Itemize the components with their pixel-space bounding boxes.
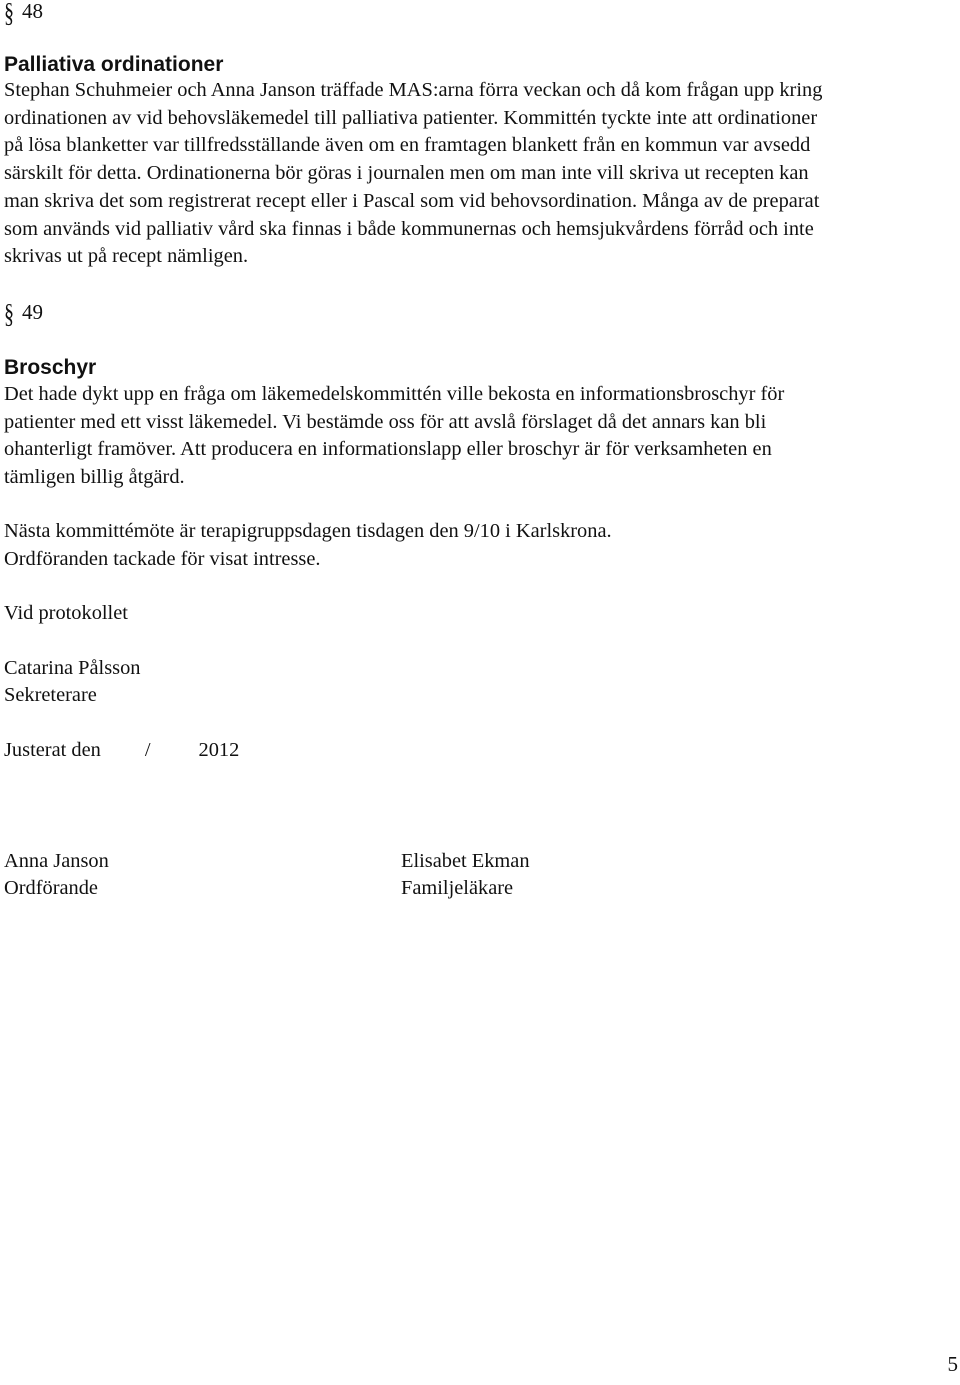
thanks-text: Ordföranden tackade för visat intresse. xyxy=(4,548,321,570)
signatory-role: Ordförande xyxy=(4,877,98,899)
section-48-body xyxy=(4,77,954,271)
body-line: Stephan Schuhmeier och Anna Janson träffade MAS:arna förra veckan och då kom frågan upp kring xyxy=(4,79,823,101)
section-sign-icon: § xyxy=(4,0,14,29)
body-line: ordinationen av vid behovsläkemedel till palliativa patienter. Kommittén tyckte inte att ordinationer xyxy=(4,106,818,129)
body-line: patienter med ett visst läkemedel. Vi bestämde oss för att avslå förslaget då det annars kan bli xyxy=(4,410,767,433)
secretary-name: Catarina Pålsson xyxy=(4,657,141,679)
body-line: man skriva det som registrerat recept eller i Pascal som vid behovsordination. Många av de preparat xyxy=(4,189,820,212)
next-meeting-text: Nästa kommittémöte är terapigruppsdagen tisdagen den 9/10 i Karlskrona. xyxy=(4,520,612,542)
protocol-label: Vid protokollet xyxy=(4,602,128,624)
section-49-heading: Broschyr xyxy=(4,356,97,379)
body-line: tämligen billig åtgärd. xyxy=(4,466,185,489)
body-line: som används vid palliativ vård ska finnas i både kommunernas och hemsjukvårdens förråd och inte xyxy=(4,217,814,240)
signatory-name: Anna Janson xyxy=(4,850,109,872)
adjusted-label: Justerat den xyxy=(4,739,101,761)
section-49-body xyxy=(4,381,954,492)
section-sign-icon: § xyxy=(4,299,14,330)
signatory-role: Familjeläkare xyxy=(401,877,514,899)
section-48-heading: Palliativa ordinationer xyxy=(4,53,224,76)
page-number: 5 xyxy=(947,1352,958,1376)
secretary-role: Sekreterare xyxy=(4,684,97,706)
section-48-number: § 48 xyxy=(4,0,43,26)
signatory-name: Elisabet Ekman xyxy=(401,850,530,872)
adjusted-slash: / xyxy=(144,739,151,761)
adjusted-year: 2012 xyxy=(198,739,240,761)
body-line: Det hade dykt upp en fråga om läkemedelskommittén ville bekosta en informationsbroschyr för xyxy=(4,383,785,405)
body-line: på lösa blanketter var tillfredsställande även om en framtagen blankett från en kommun var avsedd xyxy=(4,134,811,157)
body-line: skrivas ut på recept nämligen. xyxy=(4,245,249,268)
adjusted-date-line xyxy=(4,737,239,764)
section-49-number: § 49 xyxy=(4,298,43,327)
body-line: särskilt för detta. Ordinationerna bör göras i journalen men om man inte vill skriva ut recepten kan xyxy=(4,162,809,185)
body-line: ohanterligt framöver. Att producera en informationslapp eller broschyr är för verksamheten en xyxy=(4,438,772,461)
